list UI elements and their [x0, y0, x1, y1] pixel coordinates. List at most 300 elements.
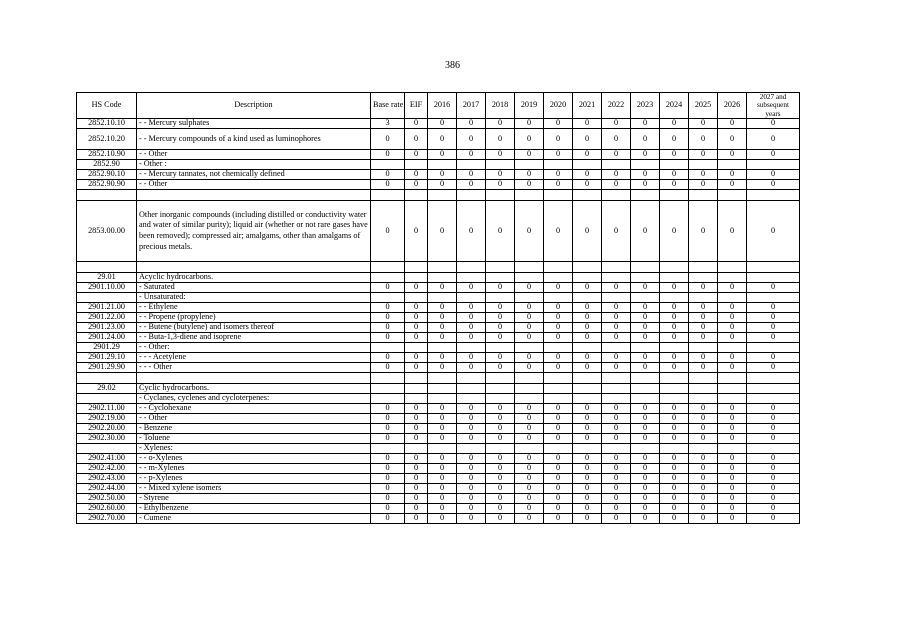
rate-cell	[515, 159, 544, 169]
rate-cell: 0	[631, 312, 660, 322]
rate-cell	[486, 159, 515, 169]
column-header: 2026	[718, 93, 747, 119]
hs-code-cell: 2901.22.00	[77, 312, 137, 322]
rate-cell: 0	[602, 513, 631, 523]
rate-cell: 0	[573, 200, 602, 261]
rate-cell: 0	[428, 302, 457, 312]
rate-cell: 0	[660, 200, 689, 261]
rate-cell	[573, 372, 602, 383]
rate-cell: 0	[486, 179, 515, 189]
rate-cell: 0	[405, 433, 428, 443]
rate-cell	[515, 261, 544, 272]
rate-cell: 0	[660, 118, 689, 128]
hs-code-cell	[77, 372, 137, 383]
rate-cell: 0	[573, 312, 602, 322]
description-cell: - Cumene	[137, 513, 371, 523]
rate-cell: 0	[660, 362, 689, 372]
rate-cell: 0	[515, 282, 544, 292]
rate-cell: 0	[718, 403, 747, 413]
rate-cell: 0	[602, 118, 631, 128]
table-row	[77, 312, 800, 322]
rate-cell: 0	[486, 118, 515, 128]
rate-cell: 0	[602, 149, 631, 159]
rate-cell: 0	[515, 483, 544, 493]
rate-cell: 0	[747, 169, 800, 179]
rate-cell: 0	[747, 483, 800, 493]
rate-cell: 0	[405, 118, 428, 128]
rate-cell	[486, 342, 515, 352]
rate-cell: 0	[428, 282, 457, 292]
rate-cell: 0	[428, 483, 457, 493]
rate-cell	[405, 292, 428, 302]
rate-cell	[457, 383, 486, 393]
rate-cell	[631, 383, 660, 393]
rate-cell: 0	[486, 433, 515, 443]
rate-cell: 0	[457, 332, 486, 342]
table-row	[77, 342, 800, 352]
table-row	[77, 362, 800, 372]
rate-cell: 0	[718, 513, 747, 523]
rate-cell	[371, 383, 405, 393]
hs-code-cell: 2852.90.90	[77, 179, 137, 189]
rate-cell: 0	[515, 200, 544, 261]
rate-cell	[573, 292, 602, 302]
rate-cell: 0	[371, 513, 405, 523]
hs-code-cell: 2901.29	[77, 342, 137, 352]
rate-cell: 0	[689, 473, 718, 483]
rate-cell: 0	[747, 403, 800, 413]
column-header: 2022	[602, 93, 631, 119]
rate-cell: 0	[689, 413, 718, 423]
rate-cell: 0	[371, 179, 405, 189]
rate-cell	[405, 372, 428, 383]
hs-code-cell: 2901.29.10	[77, 352, 137, 362]
rate-cell: 0	[405, 403, 428, 413]
rate-cell	[689, 159, 718, 169]
rate-cell: 0	[515, 453, 544, 463]
rate-cell: 0	[631, 128, 660, 149]
table-row	[77, 443, 800, 453]
rate-cell: 0	[515, 312, 544, 322]
rate-cell	[573, 261, 602, 272]
table-row	[77, 483, 800, 493]
rate-cell	[660, 383, 689, 393]
rate-cell: 0	[457, 362, 486, 372]
rate-cell: 0	[631, 149, 660, 159]
rate-cell	[602, 292, 631, 302]
rate-cell	[544, 372, 573, 383]
rate-cell: 0	[573, 433, 602, 443]
table-row	[77, 493, 800, 503]
description-cell: - - - Acetylene	[137, 352, 371, 362]
rate-cell: 0	[457, 433, 486, 443]
description-cell: - - Ethylene	[137, 302, 371, 312]
rate-cell	[631, 261, 660, 272]
hs-code-cell: 2852.10.10	[77, 118, 137, 128]
rate-cell	[371, 159, 405, 169]
rate-cell: 0	[428, 423, 457, 433]
rate-cell: 0	[457, 179, 486, 189]
rate-cell	[602, 393, 631, 403]
rate-cell: 0	[602, 473, 631, 483]
description-cell: - - Other	[137, 179, 371, 189]
column-header: Base rate	[371, 93, 405, 119]
rate-cell	[631, 342, 660, 352]
rate-cell	[660, 393, 689, 403]
rate-cell: 0	[631, 503, 660, 513]
rate-cell: 0	[718, 302, 747, 312]
rate-cell: 0	[371, 493, 405, 503]
rate-cell	[544, 393, 573, 403]
rate-cell: 0	[718, 413, 747, 423]
rate-cell	[457, 272, 486, 282]
hs-code-cell	[77, 292, 137, 302]
column-header: 2018	[486, 93, 515, 119]
rate-cell	[689, 372, 718, 383]
rate-cell: 0	[371, 413, 405, 423]
rate-cell	[718, 443, 747, 453]
rate-cell: 0	[573, 169, 602, 179]
rate-cell: 0	[689, 503, 718, 513]
table-row	[77, 352, 800, 362]
rate-cell: 0	[486, 302, 515, 312]
rate-cell: 0	[457, 423, 486, 433]
rate-cell: 0	[457, 413, 486, 423]
table-row	[77, 332, 800, 342]
hs-code-cell	[77, 443, 137, 453]
rate-cell	[718, 393, 747, 403]
rate-cell: 0	[689, 200, 718, 261]
rate-cell: 0	[486, 128, 515, 149]
rate-cell: 0	[660, 128, 689, 149]
rate-cell: 0	[602, 128, 631, 149]
rate-cell: 0	[515, 473, 544, 483]
rate-cell: 0	[371, 322, 405, 332]
rate-cell: 0	[718, 362, 747, 372]
rate-cell: 0	[689, 312, 718, 322]
rate-cell	[371, 292, 405, 302]
rate-cell	[544, 189, 573, 200]
rate-cell: 0	[689, 179, 718, 189]
rate-cell	[660, 292, 689, 302]
rate-cell: 0	[371, 453, 405, 463]
rate-cell	[428, 383, 457, 393]
rate-cell: 0	[371, 312, 405, 322]
rate-cell	[371, 189, 405, 200]
rate-cell: 0	[747, 463, 800, 473]
description-cell: - - Buta-1,3-diene and isoprene	[137, 332, 371, 342]
rate-cell: 0	[457, 483, 486, 493]
description-cell: - - p-Xylenes	[137, 473, 371, 483]
rate-cell: 0	[486, 149, 515, 159]
rate-cell: 0	[689, 362, 718, 372]
rate-cell: 0	[405, 169, 428, 179]
rate-cell	[718, 342, 747, 352]
rate-cell: 0	[602, 282, 631, 292]
rate-cell: 0	[457, 312, 486, 322]
rate-cell: 0	[371, 149, 405, 159]
rate-cell: 0	[544, 149, 573, 159]
rate-cell: 0	[602, 322, 631, 332]
rate-cell: 0	[457, 282, 486, 292]
rate-cell	[747, 189, 800, 200]
table-row	[77, 463, 800, 473]
rate-cell: 0	[660, 302, 689, 312]
rate-cell: 0	[602, 352, 631, 362]
rate-cell: 0	[602, 332, 631, 342]
rate-cell: 0	[544, 423, 573, 433]
rate-cell: 0	[689, 352, 718, 362]
rate-cell: 0	[428, 433, 457, 443]
rate-cell	[573, 189, 602, 200]
rate-cell: 0	[573, 403, 602, 413]
rate-cell	[573, 443, 602, 453]
hs-code-cell: 2902.41.00	[77, 453, 137, 463]
hs-code-cell: 2902.44.00	[77, 483, 137, 493]
description-cell: - - o-Xylenes	[137, 453, 371, 463]
hs-code-cell: 29.02	[77, 383, 137, 393]
rate-cell: 0	[747, 128, 800, 149]
rate-cell	[660, 261, 689, 272]
rate-cell: 0	[371, 169, 405, 179]
rate-cell: 0	[689, 128, 718, 149]
rate-cell: 0	[747, 200, 800, 261]
rate-cell: 0	[718, 128, 747, 149]
rate-cell: 0	[544, 463, 573, 473]
rate-cell	[689, 261, 718, 272]
rate-cell: 0	[602, 453, 631, 463]
rate-cell	[371, 342, 405, 352]
rate-cell: 0	[573, 413, 602, 423]
rate-cell: 0	[631, 169, 660, 179]
table-body	[77, 118, 800, 523]
rate-cell	[631, 159, 660, 169]
rate-cell	[486, 272, 515, 282]
rate-cell: 0	[631, 362, 660, 372]
description-cell	[137, 372, 371, 383]
rate-cell: 0	[428, 463, 457, 473]
rate-cell	[544, 342, 573, 352]
rate-cell: 0	[660, 352, 689, 362]
rate-cell: 0	[457, 322, 486, 332]
rate-cell: 0	[405, 302, 428, 312]
rate-cell: 0	[544, 503, 573, 513]
rate-cell: 0	[515, 413, 544, 423]
rate-cell	[405, 189, 428, 200]
rate-cell: 0	[573, 423, 602, 433]
rate-cell: 0	[405, 312, 428, 322]
header-row	[77, 93, 800, 119]
description-cell: - Cyclanes, cyclenes and cycloterpenes:	[137, 393, 371, 403]
rate-cell: 0	[515, 403, 544, 413]
table-row	[77, 272, 800, 282]
rate-cell	[486, 189, 515, 200]
rate-cell	[660, 372, 689, 383]
column-header: 2023	[631, 93, 660, 119]
rate-cell: 0	[573, 322, 602, 332]
rate-cell: 0	[515, 463, 544, 473]
rate-cell: 0	[747, 413, 800, 423]
rate-cell	[747, 292, 800, 302]
rate-cell: 0	[457, 473, 486, 483]
table-row	[77, 169, 800, 179]
rate-cell: 0	[660, 513, 689, 523]
rate-cell: 0	[486, 169, 515, 179]
rate-cell	[515, 443, 544, 453]
rate-cell: 0	[631, 493, 660, 503]
rate-cell	[486, 443, 515, 453]
hs-code-cell: 29.01	[77, 272, 137, 282]
rate-cell: 0	[405, 513, 428, 523]
rate-cell	[457, 292, 486, 302]
rate-cell: 0	[486, 362, 515, 372]
rate-cell: 0	[486, 493, 515, 503]
rate-cell	[428, 342, 457, 352]
rate-cell	[718, 159, 747, 169]
rate-cell: 0	[660, 433, 689, 443]
rate-cell	[515, 292, 544, 302]
rate-cell: 0	[660, 403, 689, 413]
rate-cell	[573, 159, 602, 169]
rate-cell: 0	[631, 302, 660, 312]
description-cell: Cyclic hydrocarbons.	[137, 383, 371, 393]
rate-cell: 0	[631, 332, 660, 342]
rate-cell: 0	[718, 493, 747, 503]
rate-cell: 0	[486, 473, 515, 483]
rate-cell: 0	[602, 413, 631, 423]
rate-cell: 0	[747, 179, 800, 189]
rate-cell: 0	[515, 118, 544, 128]
rate-cell: 0	[660, 483, 689, 493]
table-row	[77, 118, 800, 128]
rate-cell	[544, 272, 573, 282]
rate-cell	[718, 383, 747, 393]
rate-cell: 0	[371, 332, 405, 342]
rate-cell	[689, 443, 718, 453]
rate-cell: 0	[405, 453, 428, 463]
rate-cell: 0	[573, 118, 602, 128]
rate-cell: 0	[486, 513, 515, 523]
rate-cell	[371, 372, 405, 383]
table-row	[77, 423, 800, 433]
rate-cell: 0	[428, 332, 457, 342]
description-cell: - Styrene	[137, 493, 371, 503]
column-header: HS Code	[77, 93, 137, 119]
description-cell: - Toluene	[137, 433, 371, 443]
rate-cell: 0	[515, 302, 544, 312]
rate-cell: 0	[631, 352, 660, 362]
rate-cell	[573, 342, 602, 352]
rate-cell: 0	[428, 473, 457, 483]
rate-cell: 0	[428, 312, 457, 322]
description-cell: - - Other	[137, 413, 371, 423]
rate-cell	[689, 342, 718, 352]
table-row	[77, 413, 800, 423]
rate-cell: 0	[718, 352, 747, 362]
rate-cell	[428, 272, 457, 282]
rate-cell: 0	[405, 473, 428, 483]
table-row	[77, 372, 800, 383]
rate-cell: 0	[515, 322, 544, 332]
rate-cell: 0	[544, 200, 573, 261]
description-cell: - - Cyclohexane	[137, 403, 371, 413]
rate-cell: 0	[457, 200, 486, 261]
rate-cell: 0	[718, 118, 747, 128]
description-cell: - - Butene (butylene) and isomers thereof	[137, 322, 371, 332]
rate-cell	[602, 272, 631, 282]
rate-cell: 0	[544, 403, 573, 413]
rate-cell	[457, 261, 486, 272]
rate-cell	[428, 393, 457, 403]
hs-code-cell: 2901.24.00	[77, 332, 137, 342]
rate-cell: 0	[573, 513, 602, 523]
rate-cell: 0	[405, 413, 428, 423]
rate-cell: 0	[544, 433, 573, 443]
rate-cell: 0	[747, 513, 800, 523]
rate-cell: 0	[747, 312, 800, 322]
rate-cell: 0	[660, 463, 689, 473]
rate-cell	[405, 393, 428, 403]
rate-cell	[515, 189, 544, 200]
rate-cell: 0	[602, 403, 631, 413]
rate-cell: 0	[486, 503, 515, 513]
description-cell: Acyclic hydrocarbons.	[137, 272, 371, 282]
rate-cell: 0	[457, 128, 486, 149]
rate-cell: 0	[602, 463, 631, 473]
rate-cell	[747, 372, 800, 383]
rate-cell: 0	[457, 169, 486, 179]
hs-code-cell: 2902.20.00	[77, 423, 137, 433]
description-cell: - - Other:	[137, 342, 371, 352]
rate-cell: 0	[544, 513, 573, 523]
rate-cell	[428, 292, 457, 302]
rate-cell: 0	[515, 433, 544, 443]
page-number: 386	[445, 60, 460, 71]
rate-cell: 0	[689, 118, 718, 128]
rate-cell	[631, 292, 660, 302]
rate-cell	[602, 189, 631, 200]
hs-code-cell	[77, 189, 137, 200]
rate-cell	[718, 292, 747, 302]
rate-cell: 0	[631, 322, 660, 332]
rate-cell: 3	[371, 118, 405, 128]
rate-cell: 0	[718, 433, 747, 443]
rate-cell: 0	[486, 413, 515, 423]
rate-cell	[544, 383, 573, 393]
rate-cell	[602, 372, 631, 383]
rate-cell: 0	[631, 179, 660, 189]
rate-cell: 0	[718, 149, 747, 159]
rate-cell: 0	[515, 128, 544, 149]
rate-cell: 0	[747, 282, 800, 292]
rate-cell: 0	[573, 302, 602, 312]
rate-cell: 0	[544, 282, 573, 292]
rate-cell	[660, 272, 689, 282]
hs-code-cell: 2901.21.00	[77, 302, 137, 312]
description-cell: - - - Other	[137, 362, 371, 372]
column-header: 2027 and subsequent years	[747, 93, 800, 119]
rate-cell	[689, 383, 718, 393]
table-row	[77, 261, 800, 272]
rate-cell: 0	[405, 332, 428, 342]
hs-code-cell: 2852.10.20	[77, 128, 137, 149]
rate-cell: 0	[602, 493, 631, 503]
rate-cell	[405, 342, 428, 352]
rate-cell	[631, 393, 660, 403]
rate-cell: 0	[405, 179, 428, 189]
rate-cell: 0	[573, 463, 602, 473]
table-row	[77, 473, 800, 483]
